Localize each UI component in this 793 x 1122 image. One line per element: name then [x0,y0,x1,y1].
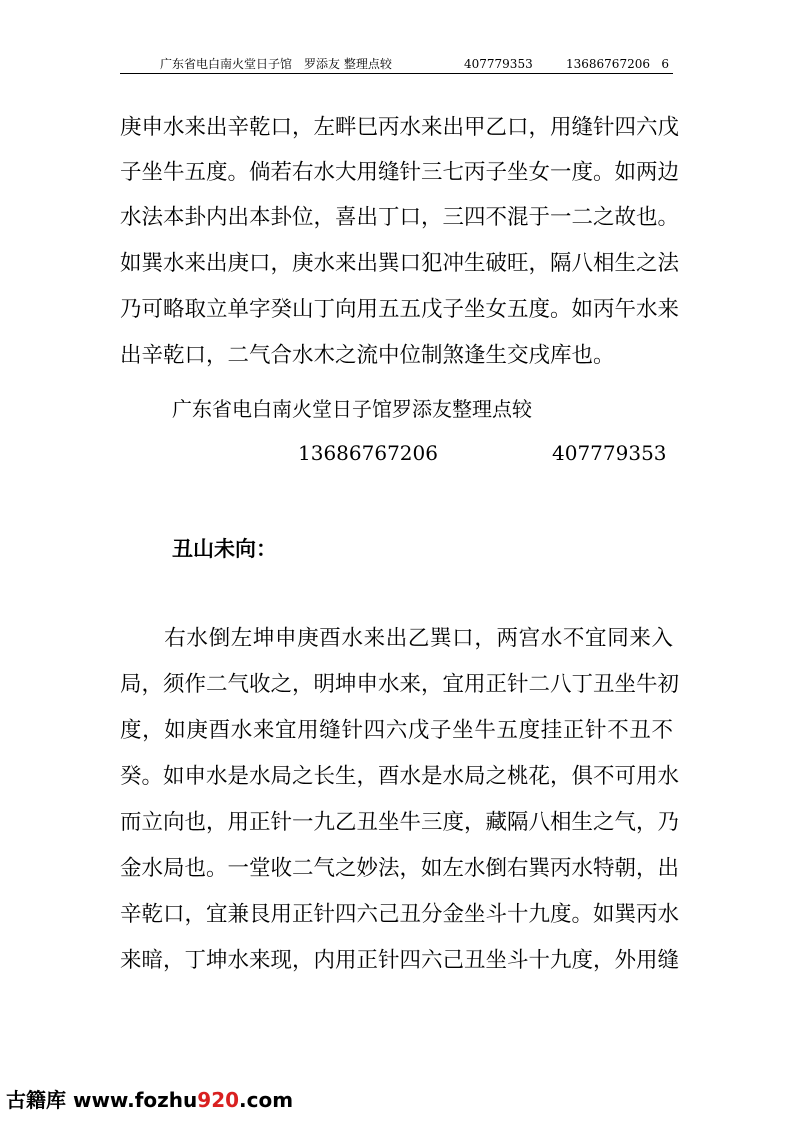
text-line: 而立向也，用正针一九乙丑坐牛三度，藏隔八相生之气，乃 [120,810,680,835]
watermark-accent: 920 [197,1088,240,1112]
watermark-prefix: 古籍库 www.fozhu [6,1088,198,1112]
header-phone: 13686767206 [566,57,650,71]
page-number: 6 [661,57,669,71]
signature-qq: 407779353 [552,441,667,465]
text-line: 局，须作二气收之，明坤申水来，宜用正针二八丁丑坐牛初 [120,672,680,697]
text-line: 右水倒左坤申庚酉水来出乙巽口，两宫水不宜同来入 [120,626,673,651]
text-line: 如巽水来出庚口，庚水来出巽口犯冲生破旺，隔八相生之法 [120,251,680,276]
watermark-suffix: .com [239,1088,294,1112]
text-line: 出辛乾口，二气合水木之流中位制煞逢生交戌库也。 [120,343,615,368]
header-qq: 407779353 [464,57,533,71]
text-line: 庚申水来出辛乾口，左畔巳丙水来出甲乙口，用缝针四六戊 [120,115,680,140]
header-organization: 广东省电白南火堂日子馆 罗添友 整理点较 [160,57,392,71]
text-line: 辛乾口，宜兼艮用正针四六己丑分金坐斗十九度。如巽丙水 [120,902,680,927]
text-line: 水法本卦内出本卦位，喜出丁口，三四不混于一二之故也。 [120,205,680,230]
text-line: 来暗，丁坤水来现，内用正针四六己丑坐斗十九度，外用缝 [120,948,680,973]
watermark [6,1085,294,1115]
text-line: 癸。如申水是水局之长生，酉水是水局之桃花，俱不可用水 [120,764,680,789]
text-line: 乃可略取立单字癸山丁向用五五戊子坐女五度。如丙午水来 [120,297,680,322]
page-header [120,55,673,74]
section-heading: 丑山未向： [172,537,277,561]
text-line: 金水局也。一堂收二气之妙法，如左水倒右巽丙水特朝，出 [120,856,680,881]
signature-name: 广东省电白南火堂日子馆罗添友整理点较 [172,397,532,421]
signature-phone: 13686767206 [298,441,438,465]
text-line: 子坐牛五度。倘若右水大用缝针三七丙子坐女一度。如两边 [120,160,680,185]
text-line: 度，如庚酉水来宜用缝针四六戊子坐牛五度挂正针不丑不 [120,718,673,743]
